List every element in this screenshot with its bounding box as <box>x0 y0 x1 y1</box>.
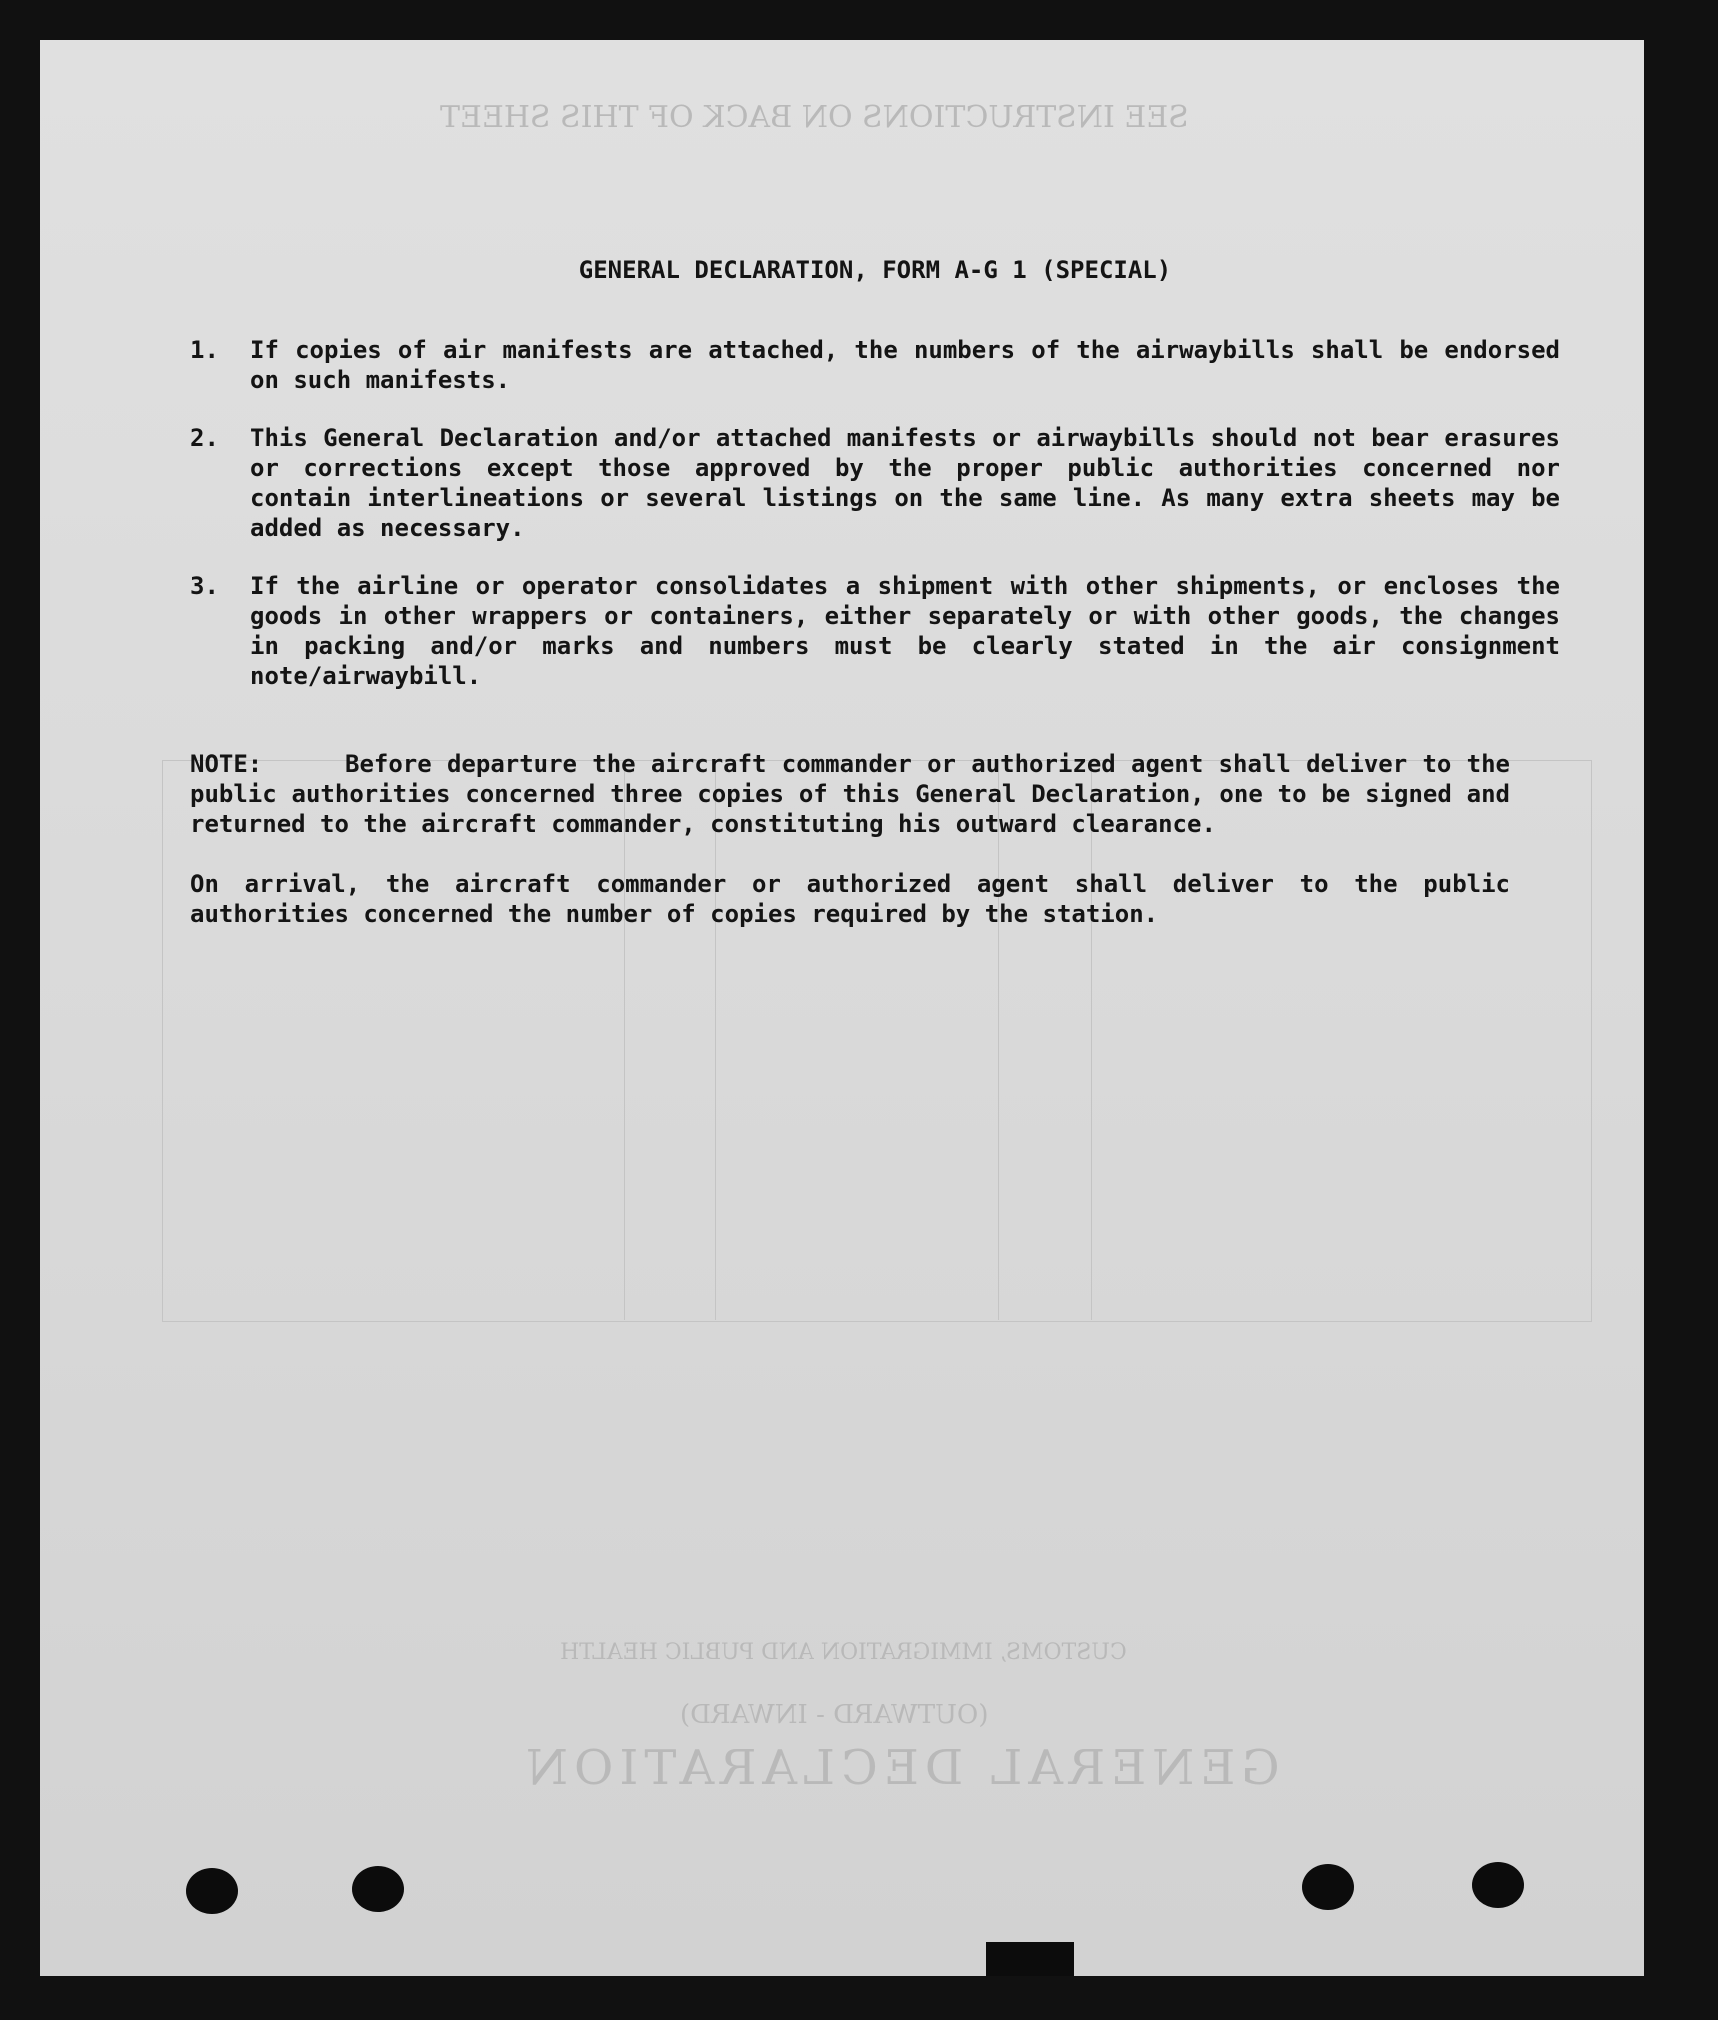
instruction-item <box>190 423 1560 543</box>
instruction-item <box>190 335 1560 395</box>
show-through-customs: CUSTOMS, IMMIGRATION AND PUBLIC HEALTH <box>560 1640 1127 1665</box>
punch-hole <box>186 1868 238 1914</box>
show-through-declaration: GENERAL DECLARATION <box>520 1740 1280 1796</box>
document-title: GENERAL DECLARATION, FORM A-G 1 (SPECIAL) <box>578 256 1172 284</box>
item-text: If copies of air manifests are attached, the numbers of the airwaybills shall be endorsed on such manifests. <box>250 336 1560 394</box>
instructions-content <box>190 255 1560 929</box>
item-number: 3. <box>190 572 219 600</box>
document-page <box>40 40 1644 1976</box>
item-text: If the airline or operator consolidates a shipment with other shipments, or encloses the goods in other wrappers or containers, either separately or with other goods, the changes in packing and/or marks and numbers must be clearly stated in the air consignment note/airwaybill. <box>250 572 1560 690</box>
note-text: Before departure the aircraft commander or authorized agent shall deliver to the public authorities concerned three copies of this General Declaration, one to be signed and returned to the aircraft commander, constituting his outward clearance. <box>190 750 1510 838</box>
show-through-heading: SEE INSTRUCTIONS ON BACK OF THIS SHEET <box>440 100 1189 135</box>
punch-hole <box>1302 1864 1354 1910</box>
item-text: This General Declaration and/or attached manifests or airwaybills should not bear erasures or corrections except those approved by the proper public authorities concerned nor contain interlineations or several listings on the same line. As many extra sheets may be added as necessary. <box>250 424 1560 542</box>
arrival-paragraph: On arrival, the aircraft commander or authorized agent shall deliver to the public authorities concerned the number of copies required by the station. <box>190 870 1510 928</box>
note-paragraph <box>190 749 1510 839</box>
note-label: NOTE: <box>190 750 263 778</box>
item-number: 2. <box>190 424 219 452</box>
show-through-subheading: (OUTWARD - INWARD) <box>680 1700 989 1730</box>
punch-hole <box>1472 1862 1524 1908</box>
binding-tab <box>986 1942 1074 1976</box>
instruction-item <box>190 571 1560 691</box>
item-number: 1. <box>190 336 219 364</box>
punch-hole <box>352 1866 404 1912</box>
